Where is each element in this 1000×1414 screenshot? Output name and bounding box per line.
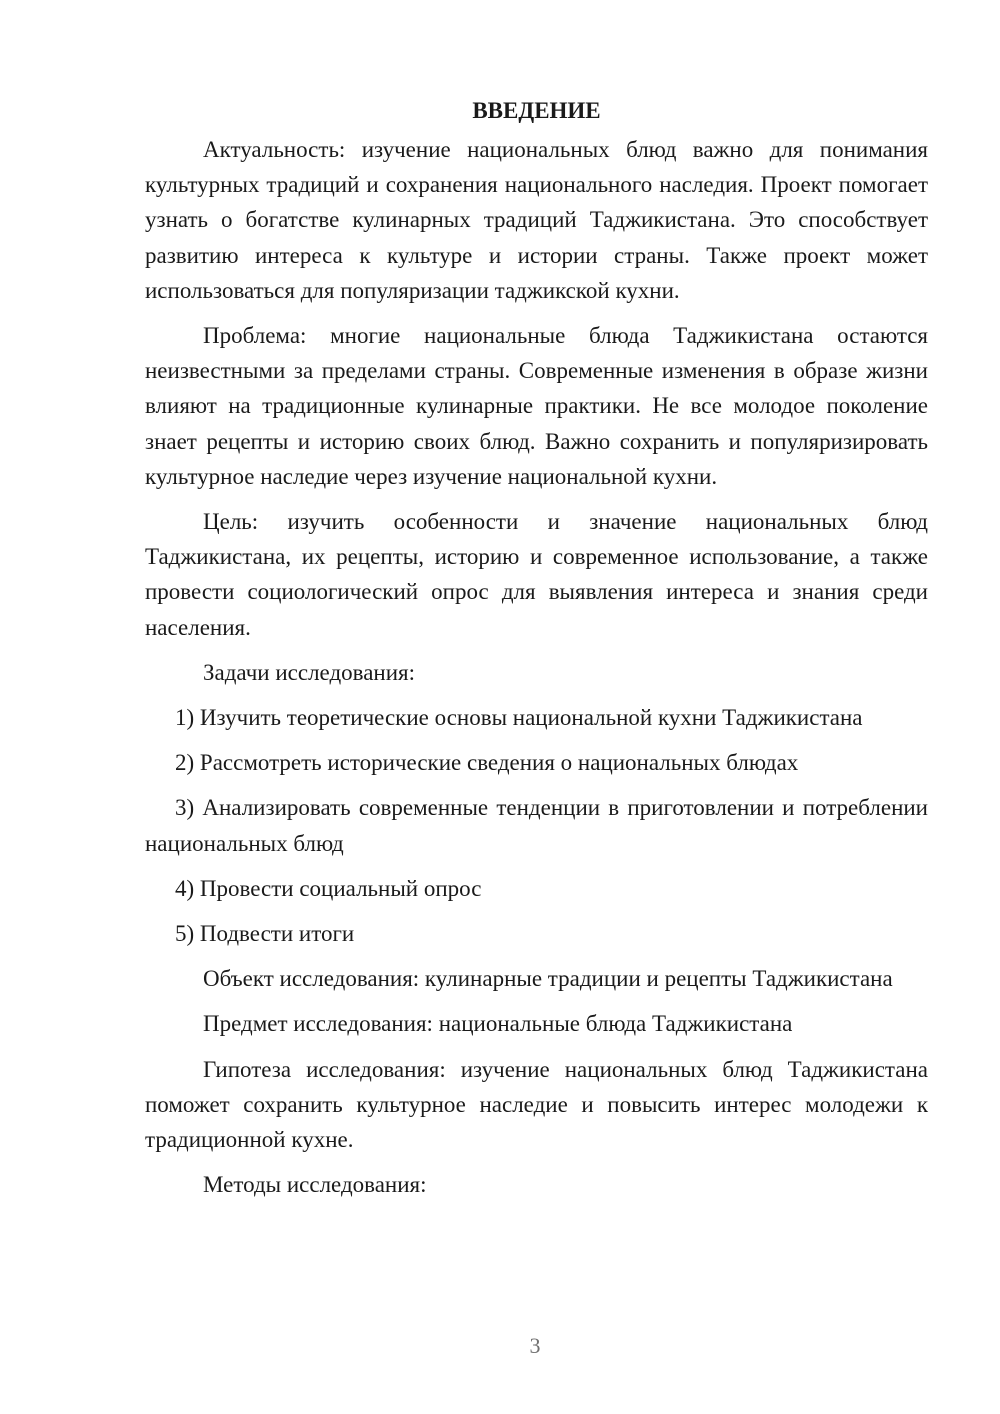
methods-paragraph: Методы исследования:	[203, 1172, 427, 1198]
object-paragraph: Объект исследования: кулинарные традиции и рецепты Таджикистана	[203, 966, 893, 992]
task-item-5: 5) Подвести итоги	[175, 921, 355, 947]
hypothesis-paragraph: Гипотеза исследования: изучение национальных блюд Таджикистана поможет сохранить культурное наследие и повысить интерес молодежи к традиционной кухне.	[145, 1056, 928, 1153]
subject-paragraph: Предмет исследования: национальные блюда Таджикистана	[203, 1011, 793, 1037]
problem-paragraph: Проблема: многие национальные блюда Таджикистана остаются неизвестными за пределами страны. Современные изменения в образе жизни влияют на традиционные кулинарные практики. Не все молодое поколение знает рецепты и историю своих блюд. Важно сохранить и популяризировать культурное наследие через изучение национальной кухни.	[145, 323, 928, 489]
section-heading: ВВЕДЕНИЕ	[472, 98, 601, 123]
page-number: 3	[529, 1333, 541, 1358]
task-item-2: 2) Рассмотреть исторические сведения о национальных блюдах	[175, 750, 799, 776]
tasks-title: Задачи исследования:	[203, 659, 416, 685]
relevance-paragraph: Актуальность: изучение национальных блюд важно для понимания культурных традиций и сохранения национального наследия. Проект помогает узнать о богатстве кулинарных традиций Таджикистана. Это способствует развитию интереса к культуре и истории страны. Также проект может использоваться для популяризации таджикской кухни.	[145, 137, 928, 303]
task-item-4: 4) Провести социальный опрос	[175, 875, 482, 901]
page-content	[145, 93, 928, 1212]
task-item-1: 1) Изучить теоретические основы национальной кухни Таджикистана	[175, 705, 863, 731]
goal-paragraph: Цель: изучить особенности и значение национальных блюд Таджикистана, их рецепты, историю и современное использование, а также провести социологический опрос для выявления интереса и знания среди населения.	[145, 509, 928, 640]
task-item-3: 3) Анализировать современные тенденции в приготовлении и потреблении национальных блюд	[145, 795, 928, 856]
